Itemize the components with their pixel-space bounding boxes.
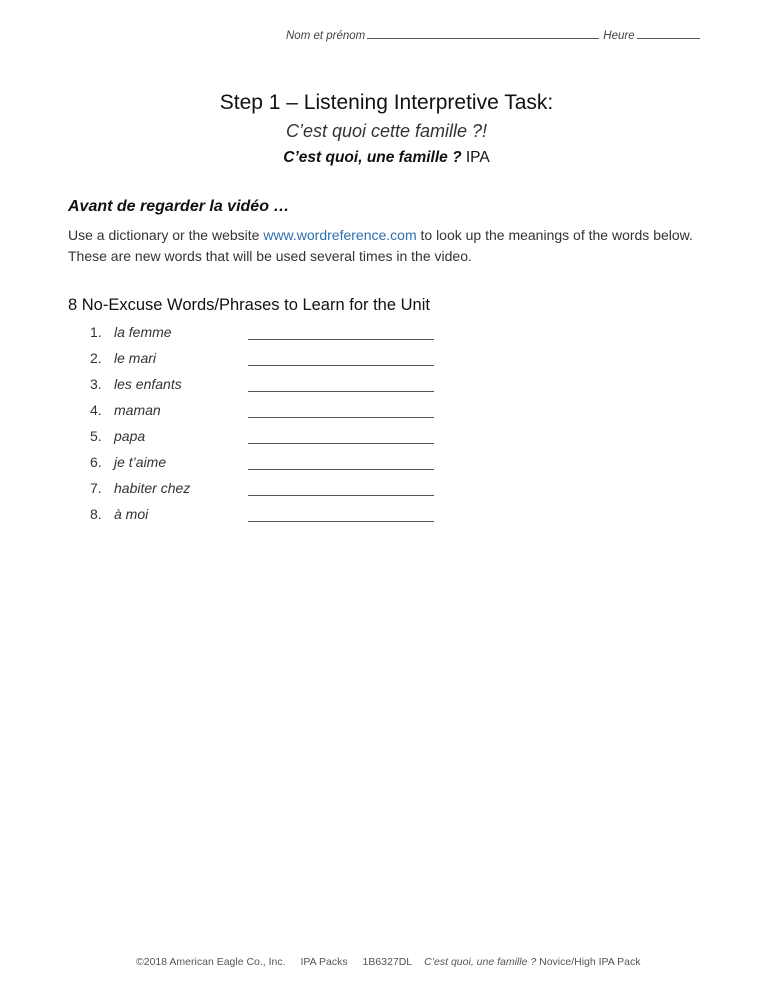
subtitle-ipa-italic: C’est quoi, une famille ? — [283, 149, 462, 166]
list-item — [90, 400, 440, 426]
answer-blank[interactable] — [248, 391, 434, 392]
word-term: habiter chez — [114, 480, 191, 496]
hour-label: Heure — [603, 30, 635, 42]
page-subtitle: C’est quoi cette famille ?! — [285, 121, 488, 141]
footer-pack: IPA Packs — [300, 956, 348, 968]
title-block — [0, 90, 773, 169]
answer-blank[interactable] — [248, 365, 434, 366]
list-item — [90, 452, 440, 478]
word-term: à moi — [114, 506, 149, 522]
page-subtitle-ipa — [0, 147, 773, 169]
list-item — [90, 348, 440, 374]
intro-after-link: to look up the meanings of the words below. These are new words that will be used several times in the video. — [68, 227, 693, 264]
word-term: la femme — [114, 324, 172, 340]
list-item — [90, 426, 440, 452]
list-item — [90, 374, 440, 400]
word-number: 1. — [90, 324, 102, 340]
hour-blank[interactable] — [637, 37, 700, 39]
word-term: les enfants — [114, 376, 182, 392]
word-number: 7. — [90, 480, 102, 496]
word-number: 2. — [90, 350, 102, 366]
footer-code: 1B6327DL — [362, 956, 413, 968]
word-list — [90, 322, 440, 530]
word-term: le mari — [114, 350, 157, 366]
page-footer — [136, 956, 652, 968]
word-term: je t’aime — [114, 454, 167, 470]
footer-copyright: ©2018 American Eagle Co., Inc. — [136, 956, 286, 968]
intro-paragraph — [68, 225, 708, 266]
word-number: 5. — [90, 428, 102, 444]
footer-title: C’est quoi, une famille ? — [424, 956, 537, 968]
name-hour-header — [286, 30, 704, 42]
word-number: 8. — [90, 506, 102, 522]
subtitle-ipa-rest: IPA — [461, 149, 490, 166]
answer-blank[interactable] — [248, 443, 434, 444]
name-label: Nom et prénom — [286, 30, 366, 42]
section-heading-words: 8 No-Excuse Words/Phrases to Learn for the Unit — [68, 296, 430, 314]
word-number: 3. — [90, 376, 102, 392]
answer-blank[interactable] — [248, 469, 434, 470]
list-item — [90, 504, 440, 530]
answer-blank[interactable] — [248, 521, 434, 522]
wordreference-link[interactable]: www.wordreference.com — [263, 227, 417, 243]
word-term: papa — [114, 428, 146, 444]
answer-blank[interactable] — [248, 339, 434, 340]
list-item — [90, 478, 440, 504]
word-term: maman — [114, 402, 161, 418]
page-title: Step 1 – Listening Interpretive Task: — [219, 91, 554, 114]
answer-blank[interactable] — [248, 495, 434, 496]
footer-level: Novice/High IPA Pack — [536, 956, 641, 968]
answer-blank[interactable] — [248, 417, 434, 418]
name-blank[interactable] — [367, 37, 599, 39]
word-number: 6. — [90, 454, 102, 470]
intro-before-link: Use a dictionary or the website — [68, 227, 264, 243]
section-heading-avant: Avant de regarder la vidéo … — [68, 198, 290, 215]
list-item — [90, 322, 440, 348]
word-number: 4. — [90, 402, 102, 418]
